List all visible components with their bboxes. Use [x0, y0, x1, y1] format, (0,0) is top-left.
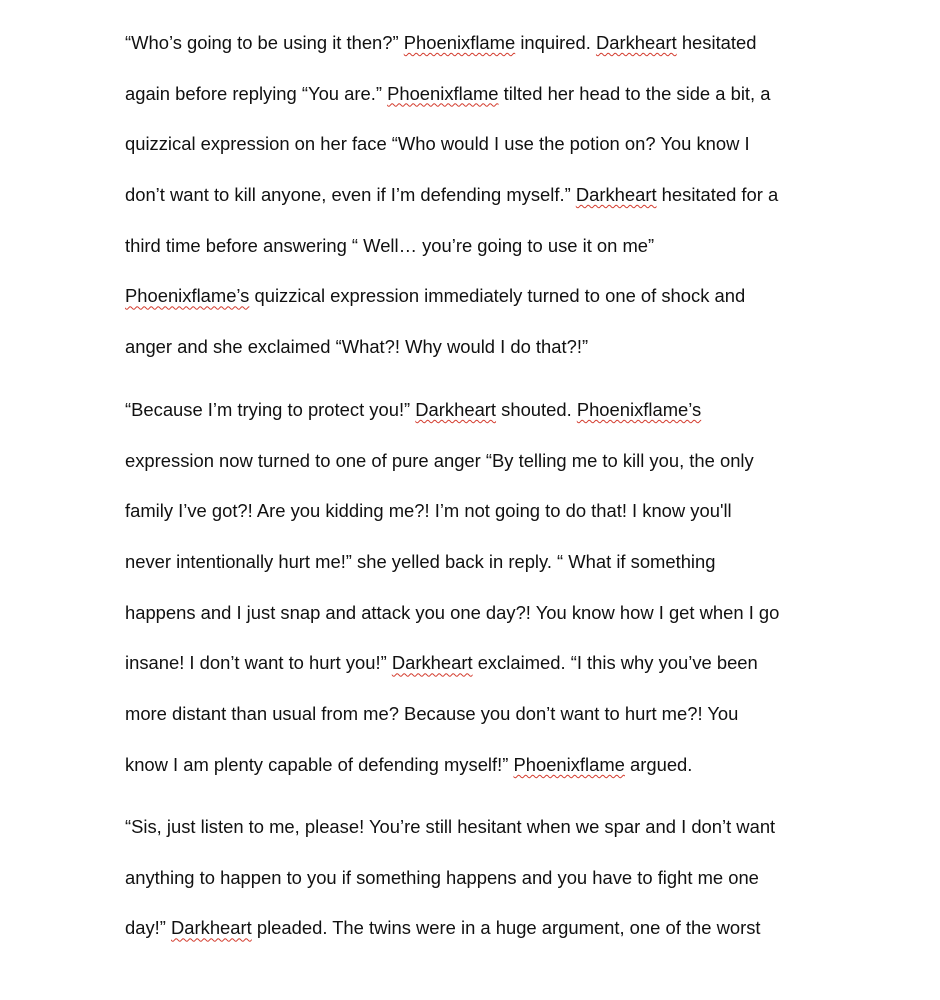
text-line: [125, 31, 845, 82]
text-line: [125, 499, 845, 550]
misspelled-word: Phoenixflame: [387, 82, 499, 104]
text-line: [125, 183, 845, 234]
text-run: quizzical expression immediately turned to one of shock and: [249, 285, 746, 307]
paragraph: [125, 398, 845, 804]
text-run: day!”: [125, 917, 171, 939]
text-run: tilted her head to the side a bit, a: [498, 82, 771, 104]
text-run: third time before answering “ Well… you’re going to use it on me”: [125, 234, 655, 256]
text-run: pleaded. The twins were in a huge argument, one of the worst: [251, 917, 761, 939]
text-line: [125, 449, 845, 500]
misspelled-word: Phoenixflame’s: [125, 285, 250, 307]
text-line: [125, 398, 845, 449]
text-run: quizzical expression on her face “Who would I use the potion on? You know I: [125, 133, 750, 155]
text-run: anything to happen to you if something happens and you have to fight me one: [125, 866, 759, 888]
paragraph: [125, 31, 845, 386]
paragraph: [125, 815, 845, 967]
text-run: never intentionally hurt me!” she yelled back in reply. “ What if something: [125, 551, 716, 573]
text-run: happens and I just snap and attack you one day?! You know how I get when I go: [125, 601, 780, 623]
text-line: [125, 234, 845, 285]
misspelled-word: Phoenixflame’s: [576, 399, 702, 420]
misspelled-word: Darkheart: [171, 917, 252, 939]
text-run: hesitated: [676, 32, 757, 53]
text-run: “Sis, just listen to me, please! You’re still hesitant when we spar and I don’t want: [125, 816, 776, 837]
text-line: [125, 916, 845, 967]
text-run: expression now turned to one of pure anger “By telling me to kill you, the only: [125, 449, 754, 471]
misspelled-word: Darkheart: [415, 399, 497, 420]
text-run: more distant than usual from me? Because you don’t want to hurt me?! You: [125, 703, 739, 725]
text-line: [125, 284, 845, 335]
text-line: [125, 866, 845, 917]
text-run: inquired.: [515, 32, 596, 53]
text-line: [125, 82, 845, 133]
text-line: [125, 132, 845, 183]
text-run: argued.: [624, 753, 693, 775]
text-run: again before replying “You are.”: [125, 82, 388, 104]
misspelled-word: Phoenixflame: [513, 753, 625, 775]
text-run: hesitated for a: [656, 184, 779, 206]
text-run: exclaimed. “I this why you’ve been: [472, 652, 758, 674]
misspelled-word: Darkheart: [595, 32, 677, 53]
text-run: insane! I don’t want to hurt you!”: [125, 652, 392, 674]
text-line: [125, 702, 845, 753]
misspelled-word: Darkheart: [575, 184, 657, 206]
text-run: don’t want to kill anyone, even if I’m defending myself.”: [125, 184, 576, 206]
text-run: “Because I’m trying to protect you!”: [125, 399, 416, 420]
misspelled-word: Darkheart: [391, 652, 473, 674]
text-line: [125, 815, 845, 866]
misspelled-word: Phoenixflame: [403, 32, 516, 53]
text-line: [125, 550, 845, 601]
text-line: [125, 753, 845, 804]
text-run: anger and she exclaimed “What?! Why would I do that?!”: [125, 336, 589, 358]
text-run: shouted.: [496, 399, 577, 420]
text-line: [125, 335, 845, 386]
text-line: [125, 601, 845, 652]
text-run: “Who’s going to be using it then?”: [125, 32, 404, 53]
text-line: [125, 651, 845, 702]
text-run: family I’ve got?! Are you kidding me?! I’m not going to do that! I know you'll: [125, 500, 732, 522]
text-run: know I am plenty capable of defending myself!”: [125, 753, 514, 775]
